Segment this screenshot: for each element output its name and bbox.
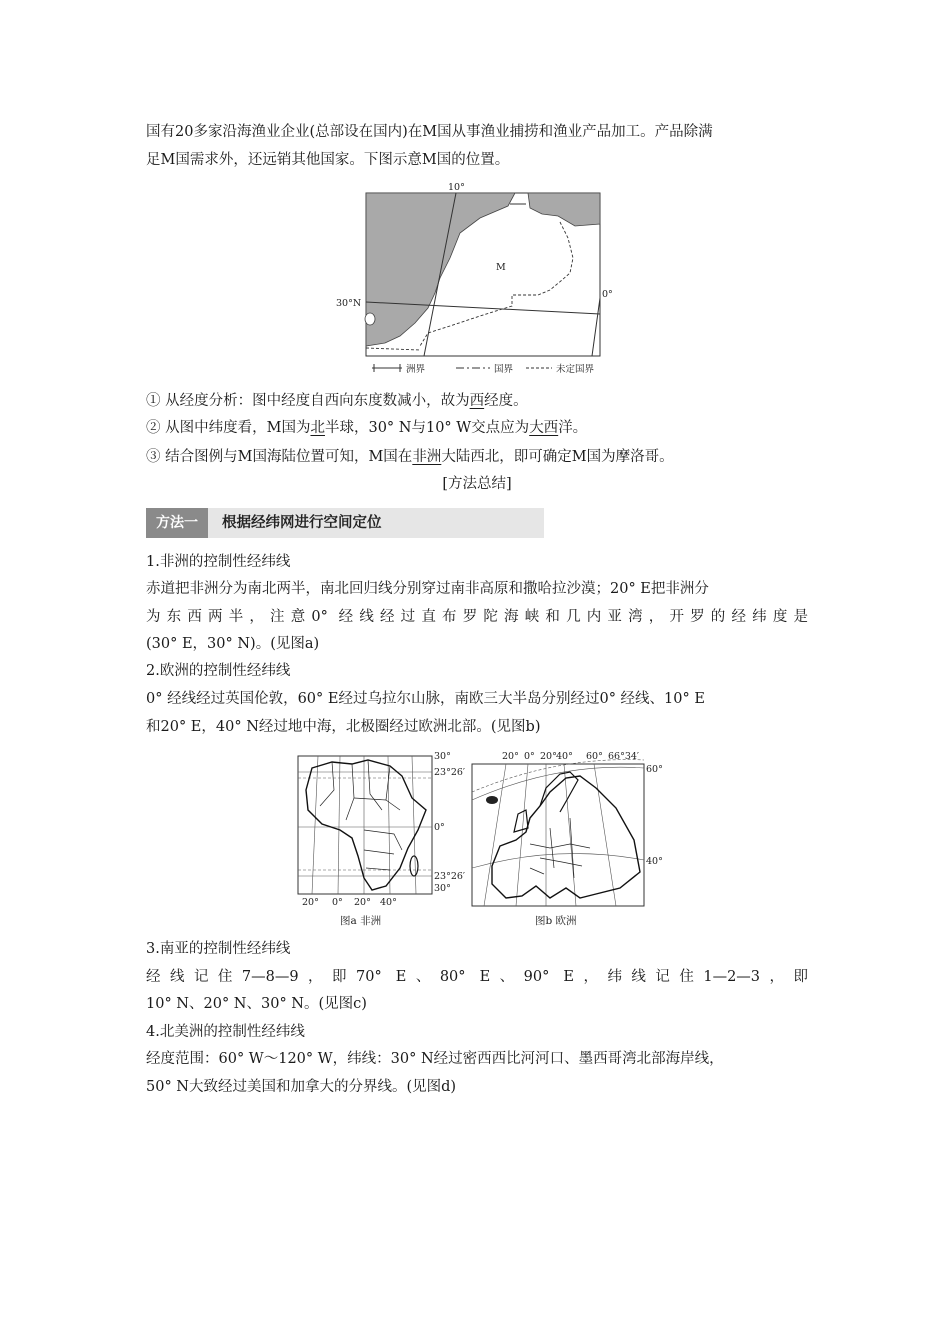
- fig-a-lon-1: 0°: [332, 897, 343, 908]
- fig-b-top-1: 0°: [524, 751, 535, 762]
- legend-continent: 洲界: [406, 364, 426, 375]
- sec3-heading: 3.南亚的控制性经纬线: [146, 941, 291, 957]
- map-m-lon0-label: 0°: [602, 289, 613, 300]
- fig-a-lon-3: 40°: [380, 897, 397, 908]
- sec2-line-2: 和20° E，40° N经过地中海，北极圈经过欧洲北部。(见图b): [146, 719, 541, 735]
- figure-a-lon-labels: [302, 897, 397, 908]
- map-m-country: [330, 178, 620, 378]
- analysis-item-3: ③ 结合图例与M国海陆位置可知，M国在非洲大陆西北，即可确定M国为摩洛哥。: [146, 449, 674, 465]
- fig-a-lat-3: 23°26′: [434, 871, 466, 882]
- map-m-legend: [372, 363, 595, 375]
- map-m-lon10-label: 10°: [448, 182, 465, 193]
- map-m-country-label: M: [496, 262, 506, 273]
- analysis-item-1: ① 从经度分析：图中经度自西向东度数减小，故为西经度。: [146, 393, 528, 409]
- legend-undetermined: 未定国界: [556, 364, 595, 375]
- sec1-line-2: 为东西两半，注意0° 经线经过直布罗陀海峡和几内亚湾，开罗的经纬度是: [146, 609, 808, 625]
- method-banner-tag: 方法一: [146, 508, 208, 538]
- fig-b-top-4: 60°: [586, 751, 603, 762]
- sec3-line-2: 10° N、20° N、30° N。(见图c): [146, 996, 367, 1012]
- intro-line-1: 国有20多家沿海渔业企业(总部设在国内)在M国从事渔业捕捞和渔业产品加工。产品除满: [146, 124, 713, 140]
- figure-a-caption: 图a 非洲: [340, 915, 382, 927]
- figure-b-top-labels: [502, 751, 639, 762]
- fig-a-lat-4: 30°: [434, 883, 451, 894]
- figure-a-lat-labels: [434, 751, 465, 894]
- sec2-heading: 2.欧洲的控制性经纬线: [146, 663, 291, 679]
- legend-national: 国界: [494, 364, 514, 375]
- intro-line-2: 足M国需求外，还远销其他国家。下图示意M国的位置。: [146, 152, 510, 168]
- sec2-line-1: 0° 经线经过英国伦敦，60° E经过乌拉尔山脉，南欧三大半岛分别经过0° 经线、10° E: [146, 691, 705, 707]
- analysis-item-2: ② 从图中纬度看，M国为北半球，30° N与10° W交点应为大西洋。: [146, 420, 588, 436]
- sec1-line-1: 赤道把非洲分为南北两半，南北回归线分别穿过南非高原和撒哈拉沙漠；20° E把非洲分: [146, 581, 709, 597]
- figure-a-africa-map: [290, 750, 470, 910]
- sec1-heading: 1.非洲的控制性经纬线: [146, 554, 291, 570]
- fig-a-lon-2: 20°: [354, 897, 371, 908]
- fig-a-lat-0: 30°: [434, 751, 451, 762]
- fig-b-right-0: 60°: [646, 764, 663, 775]
- sec3-line-1: 经线记住7—8—9，即70° E、80° E、90° E，纬线记住1—2—3，即: [146, 969, 808, 985]
- fig-b-right-1: 40°: [646, 856, 663, 867]
- method-banner: [146, 508, 544, 538]
- fig-b-top-2: 20°: [540, 751, 557, 762]
- sec4-line-1: 经度范围：60° W～120° W，纬线：30° N经过密西西比河河口、墨西哥湾北部海岸线，: [146, 1051, 724, 1067]
- figure-b-caption: 图b 欧洲: [535, 915, 577, 927]
- fig-a-lat-2: 0°: [434, 822, 445, 833]
- fig-b-top-5: 66°34′: [608, 751, 640, 762]
- fig-b-top-0: 20°: [502, 751, 519, 762]
- method-banner-title: 根据经纬网进行空间定位: [222, 515, 382, 531]
- map-m-lat30-label: 30°N: [336, 298, 362, 309]
- sec1-line-3: (30° E，30° N)。(见图a): [146, 636, 320, 652]
- fig-a-lon-0: 20°: [302, 897, 319, 908]
- method-summary-heading: [方法总结]: [442, 476, 512, 492]
- fig-a-lat-1: 23°26′: [434, 767, 466, 778]
- figure-b-europe-map: [470, 748, 670, 912]
- fig-b-top-3: 40°: [556, 751, 573, 762]
- sec4-line-2: 50° N大致经过美国和加拿大的分界线。(见图d): [146, 1079, 457, 1095]
- sec4-heading: 4.北美洲的控制性经纬线: [146, 1024, 305, 1040]
- figure-b-right-labels: [646, 764, 663, 867]
